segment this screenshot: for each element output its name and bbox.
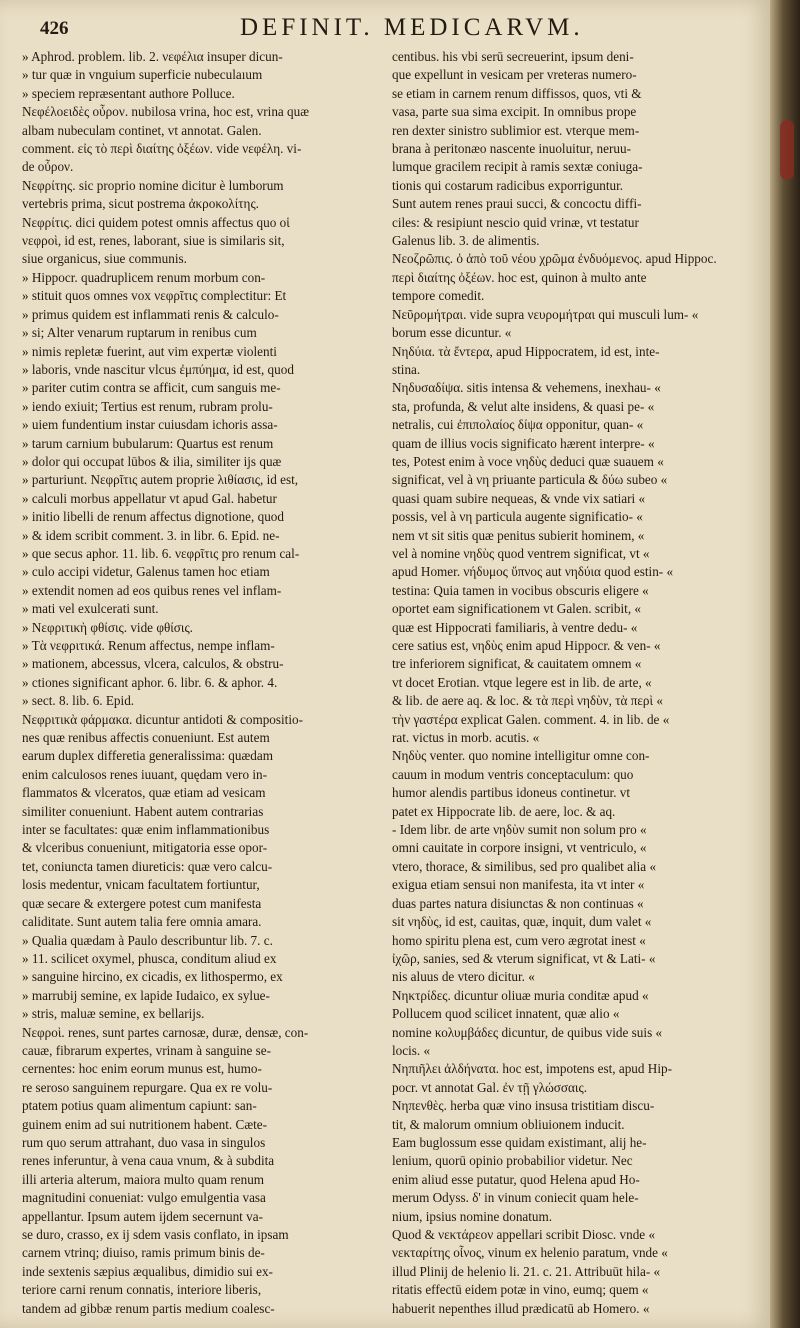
text-line: enim calculosos renes iuuant, quędam vero in- (22, 766, 267, 782)
text-line: » marrubij semine, ex lapide Iudaico, ex sylue- (22, 987, 270, 1003)
text-line: losis medentur, vnicam facultatem fortiuntur, (22, 877, 260, 893)
right-column (392, 48, 747, 1318)
text-line: & lib. de aere aq. & loc. & τὰ περὶ νηδὺν, τὰ περὶ « (392, 693, 663, 709)
text-line: » & idem scribit comment. 3. in libr. 6. Epid. ne- (22, 527, 280, 543)
text-line: » Hippocr. quadruplicem renum morbum con- (22, 269, 266, 285)
text-line: vasa, parte sua sima excipit. In omnibus prope (392, 104, 637, 120)
text-line: nium, ipsius nomine donatum. (392, 1208, 553, 1224)
text-line: re seroso sanguinem repurgare. Qua ex re volu- (22, 1079, 273, 1095)
text-line: illi arteria alterum, maiora multo quam renum (22, 1171, 265, 1187)
left-column (22, 48, 377, 1318)
text-line: vel à nomine νηδὺς quod ventrem significat, vt « (392, 545, 650, 561)
text-line: ptatem potius quam alimentum capiunt: san- (22, 1098, 257, 1114)
text-line: habuerit nepenthes illud prædicatū ab Homero. « (392, 1300, 650, 1316)
text-line: sta, profunda, & velut alte insidens, & quasi pe- « (392, 398, 655, 414)
text-line: appellantur. Ipsum autem ijdem secernunt va- (22, 1208, 263, 1224)
text-line: cere satius est, νηδὺς enim apud Hippocr. & ven- « (392, 638, 661, 653)
text-line: vtero, thorace, & similibus, sed pro qualibet alia « (392, 858, 657, 874)
text-line: περὶ διαίτης ὀξέων. hoc est, quinon à multo ante (392, 269, 647, 285)
text-line: se etiam in carnem renum diffissos, quos, vti & (392, 85, 642, 101)
text-line: quam de illius vocis significato hærent interpre- « (392, 435, 655, 451)
text-line: siue organicus, siue communis. (22, 251, 187, 267)
text-line: nem vt sit sitis quæ penitus subierit hominem, « (392, 527, 645, 543)
text-line: vertebris prima, sicut postrema ἀκροκολίτης. (22, 196, 259, 212)
text-line: » sanguine hircino, ex cicadis, ex lithospermo, ex (22, 969, 283, 985)
text-line: rum quo serum attrahant, duo vasa in singulos (22, 1134, 266, 1150)
text-line: nes quæ renibus affectis conueniunt. Est autem (22, 730, 270, 746)
text-line: ren dexter sinistro sublimior est. vterque mem- (392, 122, 640, 138)
text-line: - Idem libr. de arte νηδὺν sumit non solum pro « (392, 822, 647, 838)
text-line: Νεφρίτης. sic proprio nomine dicitur è lumborum (22, 177, 284, 193)
text-line: omni cauitate in corpore insigni, vt ventriculo, « (392, 840, 647, 856)
text-line: » culo accipi videtur, Galenus tamen hoc etiam (22, 564, 270, 580)
text-line: » laboris, vnde nascitur vlcus ἐμπύημα, id est, quod (22, 361, 294, 377)
text-line: tet, coniuncta tamen diureticis: quæ vero calcu- (22, 858, 273, 874)
text-line: » mati vel exulcerati sunt. (22, 601, 159, 617)
text-line: » tur quæ in vnguium superficie nubeculaıum (22, 67, 263, 83)
text-line: se duro, crasso, ex ij sdem vasis conflato, in ipsam (22, 1227, 289, 1242)
text-line: sit νηδὺς, id est, cauitas, quæ, inquit, dum valet « (392, 914, 652, 930)
text-line: stina. (392, 361, 421, 377)
text-line: lumque gracilem recipit à ramis sextæ coniuga- (392, 159, 643, 175)
text-line: quæ est Hippocrati familiaris, à ventre dedu- « (392, 619, 638, 635)
text-line: » uiem fundentium instar cuiusdam ichoris assa- (22, 417, 278, 433)
text-line: quasi quam subire nequeas, & vnde vix satiari « (392, 490, 646, 506)
text-line: & vlceribus conueniunt, mitigatoria esse opor- (22, 840, 268, 856)
text-line: » initio libelli de renum affectus dignotione, quod (22, 509, 284, 525)
text-line: ciles: & resipiunt nescio quid vrinæ, vt testatur (392, 214, 639, 230)
text-line: Νηπενθὲς. herba quæ vino insusa tristitiam discu- (392, 1098, 655, 1114)
text-line: homo spiritu plena est, cum vero ægrotat inest « (392, 932, 646, 948)
text-line: cernentes: hoc enim eorum munus est, humo- (22, 1061, 262, 1077)
text-line: nis aluus de vtero dicitur. « (392, 969, 535, 985)
text-line: comment. εἰς τὸ περὶ διαίτης ὀξέων. vide νεφέλη. vi- (22, 141, 302, 157)
text-line: Quod & νεκτάρεον appellari scribit Diosc. vnde « (392, 1227, 656, 1242)
text-line: » stituit quos omnes vox νεφρῖτις complectitur: Et (22, 288, 287, 304)
text-line: similiter conueniunt. Habent autem contrarias (22, 803, 264, 819)
text-line: » 11. scilicet oxymel, phusca, conditum aliud ex (22, 950, 277, 966)
text-line: significat, vel à νη priuante particula & δύω subeo « (392, 472, 668, 488)
running-title: DEFINIT. MEDICARVM. (240, 14, 584, 41)
text-line: tit, & malorum omnium obliuionem inducit. (392, 1116, 625, 1132)
text-line: τὴν γαστέρα explicat Galen. comment. 4. in lib. de « (392, 711, 670, 727)
text-line: earum duplex differetia generalissima: quædam (22, 748, 273, 764)
text-line: Νηδυσαδίψα. sitis intensa & vehemens, inexhau- « (392, 380, 661, 396)
text-line: cauum in modum ventris conceptaculum: quo (392, 766, 634, 782)
text-line: Sunt autem renes praui succi, & concoctu diffi- (392, 196, 642, 212)
text-line: renes inferuntur, à vena caua vnum, & à subdita (22, 1153, 275, 1169)
text-line: Eam buglossum esse quidam existimant, alij he- (392, 1134, 647, 1150)
text-line: Νεφρίτις. dici quidem potest omnis affectus quo οἱ (22, 214, 290, 230)
text-line: testina: Quia tamen in vocibus obscuris eligere « (392, 582, 649, 598)
text-line: » parturiunt. Νεφρῖτις autem proprie λιθίασις, id est, (22, 472, 299, 488)
text-line: » Τὰ νεφριτικά. Renum affectus, nempe inflam- (22, 638, 275, 653)
text-line: » que secus aphor. 11. lib. 6. νεφρῖτις pro renum cal- (22, 545, 300, 561)
text-line: netralis, cui ἐπιπολαίος δίψα opponitur, quan- « (392, 417, 644, 433)
text-line: Νηκτρίδες. dicuntur oliuæ muria conditæ apud « (392, 987, 649, 1003)
text-line: » Aphrod. problem. lib. 2. νεφέλια insuper dicun- (22, 49, 283, 64)
text-line: vt docet Erotian. vtque legere est in lib. de arte, « (392, 674, 652, 690)
text-line: » speciem repræsentant authore Polluce. (22, 85, 235, 101)
text-line: teriore carni renum connatis, interiore liberis, (22, 1282, 262, 1298)
text-line: guinem enim ad sui nutritionem habent. Cæte- (22, 1116, 268, 1132)
text-line: patet ex Hippocrate lib. de aere, loc. & aq. (392, 803, 616, 819)
text-line: » primus quidem est inflammati renis & calculo- (22, 306, 279, 322)
running-head (40, 14, 760, 44)
text-line: oportet eam significationem vt Galen. scribit, « (392, 601, 642, 617)
text-line: exigua etiam sensui non manifesta, ita vt inter « (392, 877, 645, 893)
text-line: νεκταρίτης οἶνος, vinum ex helenio paratum, vnde « (392, 1245, 668, 1261)
text-line: inde sextenis sæpius æqualibus, dimidio sui ex- (22, 1263, 273, 1279)
text-line: illud Plinij de helenio li. 21. c. 21. Attribuūt hila- « (392, 1263, 661, 1279)
text-line: Galenus lib. 3. de alimentis. (392, 233, 540, 249)
text-line: Νεφροὶ. renes, sunt partes carnosæ, duræ, densæ, con- (22, 1024, 309, 1040)
text-line: caliditate. Sunt autem talia fere omnia amara. (22, 914, 262, 930)
text-line: Νηδύια. τὰ ἔντερα, apud Hippocratem, id est, inte- (392, 343, 660, 359)
text-line: » sect. 8. lib. 6. Epid. (22, 693, 135, 709)
text-line: Νεοζρῶπις. ὁ ἀπὸ τοῦ νέου χρῶμα ἐνδυόμενος. apud Hippoc. (392, 251, 717, 267)
text-line: centibus. his vbi serū secreuerint, ipsum deni- (392, 49, 634, 64)
text-line: flammatos & vlceratos, quæ etiam ad vesicam (22, 785, 266, 801)
text-line: νεφροὶ, id est, renes, laborant, siue is similaris sit, (22, 233, 285, 249)
text-line: » iendo exiuit; Tertius est renum, rubram prolu- (22, 398, 273, 414)
text-line: carnem vtrinq; diuiso, ramis primum binis de- (22, 1245, 265, 1261)
text-line: magnitudini conueniat: vulgo emulgentia vasa (22, 1190, 266, 1206)
text-line: albam nubeculam continet, vt annotat. Galen. (22, 122, 262, 138)
text-line: Νεφέλοειδὲς οὖρον. nubilosa vrina, hoc est, vrina quæ (22, 104, 310, 120)
text-line: enim aliud esse putatur, quod Helena apud Ho- (392, 1171, 640, 1187)
text-line: humor alendis partibus idoneus continetur. vt (392, 785, 631, 801)
page-number: 426 (40, 18, 69, 39)
text-line: Νηπιῆλει ἀλδήνατα. hoc est, impotens est, apud Hip- (392, 1061, 672, 1077)
text-line: » si; Alter venarum ruptarum in renibus cum (22, 325, 257, 341)
text-line: » ctiones significant aphor. 6. libr. 6. & aphor. 4. (22, 674, 278, 690)
text-line: » Qualia quædam à Paulo describuntur lib. 7. c. (22, 932, 273, 948)
text-line: inter se facultates: quæ enim inflammationibus (22, 822, 270, 838)
text-line: tes, Potest enim à voce νηδὺς deduci quæ suauem « (392, 453, 664, 469)
text-line: Pollucem quod scilicet innatent, quæ alio « (392, 1006, 620, 1022)
text-line: pocr. vt annotat Gal. ἐν τῇ γλώσσαις. (392, 1079, 587, 1095)
text-line: quæ secare & extergere potest cum manifesta (22, 895, 262, 911)
text-line: tionis qui costarum radicibus exporriguntur. (392, 177, 624, 193)
text-line: borum esse dicuntur. « (392, 325, 512, 341)
text-line: tempore comedit. (392, 288, 485, 304)
text-line: » stris, maluæ semine, ex bellarijs. (22, 1006, 205, 1022)
text-line: » pariter cutim contra se afficit, cum sanguis me- (22, 380, 281, 396)
text-line: locis. « (392, 1042, 431, 1058)
text-line: Νηδὺς venter. quo nomine intelligitur omne con- (392, 748, 650, 764)
text-line: » mationem, abcessus, vlcera, calculos, & obstru- (22, 656, 284, 672)
text-line: apud Homer. νήδυμος ὕπνος aut νηδύια quod estin- « (392, 564, 674, 580)
text-line: tandem ad gibbæ renum partis medium coalesc- (22, 1300, 275, 1316)
text-line: ἰχῶρ, sanies, sed & vterum significat, vt & Lati- « (392, 950, 656, 966)
text-line: Νεφριτικὰ φάρμακα. dicuntur antidoti & compositio- (22, 711, 304, 727)
text-line: que expellunt in vesicam per vreteras numero- (392, 67, 637, 83)
text-line: Νεῦρομήτραι. vide supra νευρομήτραι qui musculi lum- « (392, 306, 699, 322)
text-line: cauæ, fibrarum expertes, vrinam à sanguine se- (22, 1042, 272, 1058)
text-line: merum Odyss. δ' in vinum coniecit quam hele- (392, 1190, 639, 1206)
page-edge-stain (780, 120, 794, 180)
text-line: tre inferiorem significat, & cauitatem omnem « (392, 656, 642, 672)
text-line: » dolor qui occupat lūbos & ilia, similiter ijs quæ (22, 453, 282, 469)
text-line: duas partes natura disiunctas & non continuas « (392, 895, 644, 911)
text-line: ritatis effectū eidem potæ in vino, eumq; quem « (392, 1282, 649, 1298)
text-line: possis, vel à νη particula augente significatio- « (392, 509, 643, 525)
text-line: » Νεφριτικὴ φθίσις. vide φθίσις. (22, 619, 193, 635)
text-line: » nimis repletæ fuerint, aut vim expertæ violenti (22, 343, 277, 359)
text-line: » extendit nomen ad eos quibus renes vel inflam- (22, 582, 282, 598)
text-line: rat. victus in morb. acutis. « (392, 730, 540, 746)
text-line: nomine κολυμβάδες dicuntur, de quibus vide suis « (392, 1024, 663, 1040)
text-line: brana à peritonæo nascente inuoluitur, neruu- (392, 141, 631, 157)
text-line: de οὖρον. (22, 159, 74, 175)
text-line: » calculi morbus appellatur vt apud Gal. habetur (22, 490, 277, 506)
page-edge (770, 0, 800, 1328)
text-line: lenium, quorū opinio probabilior videtur. Nec (392, 1153, 633, 1169)
text-line: » tarum carnium bubularum: Quartus est renum (22, 435, 274, 451)
